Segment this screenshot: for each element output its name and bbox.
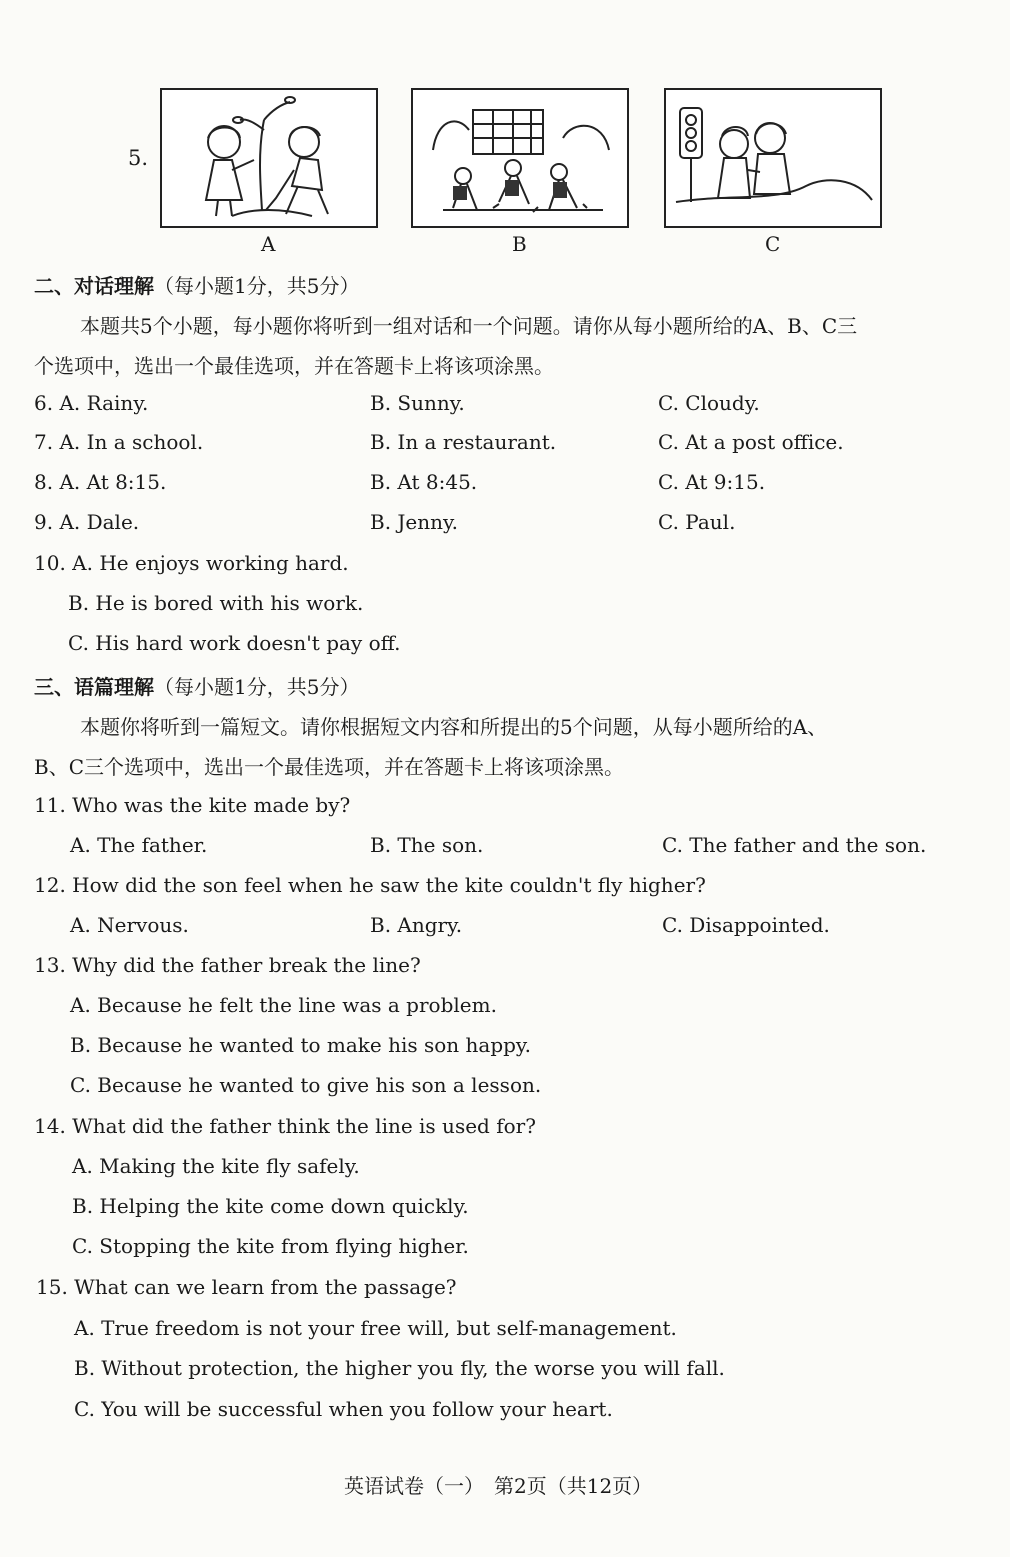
q9-option-a: 9. A. Dale. (34, 510, 140, 534)
q13-option-c: C. Because he wanted to give his son a lesson. (70, 1073, 542, 1097)
q8-option-b: B. At 8:45. (370, 470, 478, 494)
q15-option-a: A. True freedom is not your free will, but self-management. (74, 1316, 677, 1340)
q13-option-b: B. Because he wanted to make his son happy. (70, 1033, 531, 1057)
section-3-note: （每小题1分，共5分） (154, 675, 360, 699)
section-3-instruction-line-1: 本题你将听到一篇短文。请你根据短文内容和所提出的5个问题，从每小题所给的A、 (80, 715, 828, 739)
q12-stem: 12. How did the son feel when he saw the kite couldn't fly higher? (34, 873, 706, 897)
q14-option-a: A. Making the kite fly safely. (72, 1154, 360, 1178)
q9-option-c: C. Paul. (658, 510, 736, 534)
picture-a-label: A (261, 232, 276, 256)
q14-stem: 14. What did the father think the line is used for? (34, 1114, 536, 1138)
q13-option-a: A. Because he felt the line was a problem. (70, 993, 497, 1017)
q13-stem: 13. Why did the father break the line? (34, 953, 421, 977)
q8-option-a: 8. A. At 8:15. (34, 470, 167, 494)
q12-option-a: A. Nervous. (70, 913, 189, 937)
q11-stem: 11. Who was the kite made by? (34, 793, 351, 817)
q6-option-c: C. Cloudy. (658, 391, 760, 415)
q10-option-b: B. He is bored with his work. (68, 591, 364, 615)
section-3-heading: 三、语篇理解 (34, 675, 154, 699)
section-3-title (34, 671, 359, 700)
section-2-title (34, 270, 359, 299)
picture-c (664, 88, 882, 228)
traffic-light-helping-icon (666, 90, 880, 226)
q11-option-a: A. The father. (70, 833, 208, 857)
q7-option-b: B. In a restaurant. (370, 430, 557, 454)
picture-b-label: B (512, 232, 527, 256)
q10-option-a: 10. A. He enjoys working hard. (34, 551, 349, 575)
q6-option-a: 6. A. Rainy. (34, 391, 149, 415)
q7-option-c: C. At a post office. (658, 430, 844, 454)
picture-a (160, 88, 378, 228)
q9-option-b: B. Jenny. (370, 510, 459, 534)
q11-option-b: B. The son. (370, 833, 484, 857)
section-2-instruction-line-2: 个选项中，选出一个最佳选项，并在答题卡上将该项涂黑。 (34, 354, 554, 378)
picture-c-label: C (765, 232, 781, 256)
section-3-instruction-line-2: B、C三个选项中，选出一个最佳选项，并在答题卡上将该项涂黑。 (34, 755, 624, 779)
q8-option-c: C. At 9:15. (658, 470, 766, 494)
q15-option-b: B. Without protection, the higher you fly, the worse you will fall. (74, 1356, 725, 1380)
q14-option-b: B. Helping the kite come down quickly. (72, 1194, 469, 1218)
q6-option-b: B. Sunny. (370, 391, 465, 415)
section-2-instruction-line-1: 本题共5个小题，每小题你将听到一组对话和一个问题。请你从每小题所给的A、B、C三 (80, 314, 858, 338)
tree-planting-icon (162, 90, 376, 226)
question-5-number: 5. (128, 146, 149, 170)
q14-option-c: C. Stopping the kite from flying higher. (72, 1234, 469, 1258)
section-2-note: （每小题1分，共5分） (154, 274, 360, 298)
q15-stem: 15. What can we learn from the passage? (36, 1275, 457, 1299)
section-2-heading: 二、对话理解 (34, 274, 154, 298)
q11-option-c: C. The father and the son. (662, 833, 927, 857)
page-footer: 英语试卷（一） 第2页（共12页） (344, 1474, 653, 1498)
q12-option-b: B. Angry. (370, 913, 463, 937)
q7-option-a: 7. A. In a school. (34, 430, 204, 454)
q10-option-c: C. His hard work doesn't pay off. (68, 631, 401, 655)
litter-cleanup-icon (413, 90, 627, 226)
q15-option-c: C. You will be successful when you follow your heart. (74, 1397, 613, 1421)
picture-b (411, 88, 629, 228)
q12-option-c: C. Disappointed. (662, 913, 830, 937)
